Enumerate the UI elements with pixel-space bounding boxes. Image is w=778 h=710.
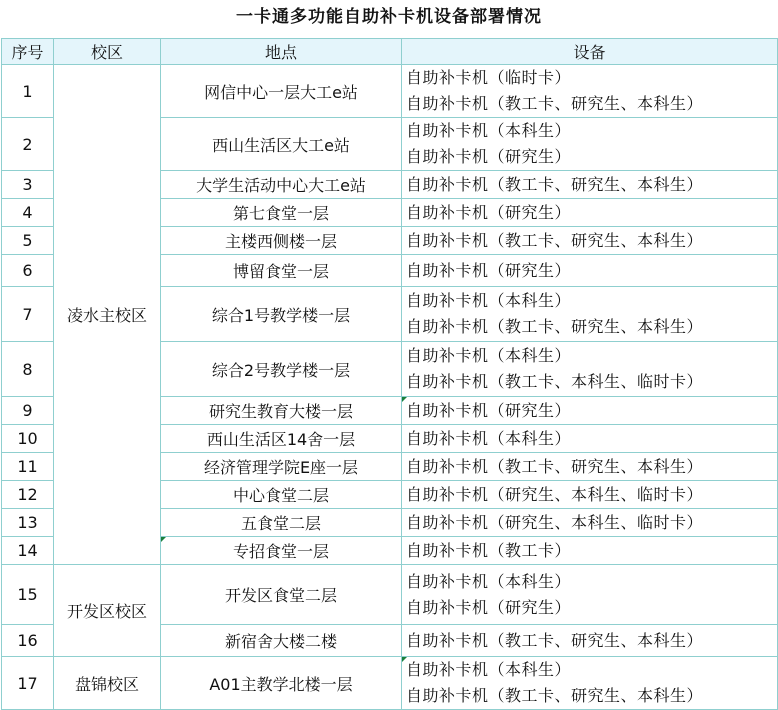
device-cell [402, 65, 778, 118]
device-entry: 自助补卡机（研究生） [406, 260, 572, 280]
row-number: 4 [2, 199, 54, 227]
row-number: 2 [2, 118, 54, 171]
header-no: 序号 [2, 39, 54, 65]
device-entry: 自助补卡机（教工卡、本科生、临时卡） [406, 372, 704, 391]
device-cell [402, 481, 778, 509]
location: 开发区食堂二层 [161, 565, 402, 625]
device-entry: 自助补卡机（教工卡） [406, 540, 572, 560]
location: 五食堂二层 [161, 509, 402, 537]
row-number: 17 [2, 657, 54, 710]
row-number: 16 [2, 625, 54, 657]
location: 第七食堂一层 [161, 199, 402, 227]
location: 经济管理学院E座一层 [161, 453, 402, 481]
table-row [2, 565, 778, 625]
row-number: 3 [2, 171, 54, 199]
device-entry: 自助补卡机（本科生） [406, 660, 572, 679]
header-location: 地点 [161, 39, 402, 65]
table-row [2, 657, 778, 710]
device-entry: 自助补卡机（本科生） [406, 428, 572, 448]
device-entry: 自助补卡机（研究生） [406, 147, 572, 166]
device-cell [402, 425, 778, 453]
device-cell [402, 397, 778, 425]
device-cell [402, 342, 778, 397]
row-number: 13 [2, 509, 54, 537]
location: 新宿舍大楼二楼 [161, 625, 402, 657]
location: 专招食堂一层 [161, 537, 402, 565]
device-cell [402, 118, 778, 171]
row-number: 5 [2, 227, 54, 255]
device-cell [402, 227, 778, 255]
location: 西山生活区14舍一层 [161, 425, 402, 453]
deployment-table [1, 38, 778, 710]
row-number: 1 [2, 65, 54, 118]
device-entry: 自助补卡机（教工卡、研究生、本科生） [406, 94, 704, 113]
device-entry: 自助补卡机（教工卡、研究生、本科生） [406, 456, 704, 476]
location: 研究生教育大楼一层 [161, 397, 402, 425]
row-number: 12 [2, 481, 54, 509]
device-cell [402, 255, 778, 287]
device-entry: 自助补卡机（教工卡、研究生、本科生） [406, 230, 704, 250]
device-cell [402, 657, 778, 710]
device-entry: 自助补卡机（研究生、本科生、临时卡） [406, 512, 704, 532]
device-cell [402, 453, 778, 481]
table-body [2, 65, 778, 710]
table-row [2, 65, 778, 118]
row-number: 14 [2, 537, 54, 565]
location: A01主教学北楼一层 [161, 657, 402, 710]
device-cell [402, 565, 778, 625]
device-cell [402, 199, 778, 227]
device-cell [402, 625, 778, 657]
location: 综合1号教学楼一层 [161, 287, 402, 342]
location: 主楼西侧楼一层 [161, 227, 402, 255]
device-entry: 自助补卡机（教工卡、研究生、本科生） [406, 174, 704, 194]
campus-name: 凌水主校区 [54, 65, 161, 565]
row-number: 11 [2, 453, 54, 481]
header-row [2, 39, 778, 65]
device-entry: 自助补卡机（本科生） [406, 291, 572, 310]
row-number: 6 [2, 255, 54, 287]
device-cell [402, 171, 778, 199]
page-title: 一卡通多功能自助补卡机设备部署情况 [236, 7, 542, 27]
device-entry: 自助补卡机（研究生） [406, 597, 572, 617]
device-cell [402, 287, 778, 342]
location: 大学生活动中心大工e站 [161, 171, 402, 199]
device-entry: 自助补卡机（临时卡） [406, 68, 572, 87]
device-entry: 自助补卡机（本科生） [406, 121, 572, 140]
location: 博留食堂一层 [161, 255, 402, 287]
header-campus: 校区 [54, 39, 161, 65]
row-number: 7 [2, 287, 54, 342]
device-cell [402, 509, 778, 537]
device-entry: 自助补卡机（本科生） [406, 571, 572, 591]
location: 中心食堂二层 [161, 481, 402, 509]
device-entry: 自助补卡机（教工卡、研究生、本科生） [406, 317, 704, 336]
device-entry: 自助补卡机（研究生、本科生、临时卡） [406, 484, 704, 504]
campus-name: 开发区校区 [54, 565, 161, 657]
row-number: 10 [2, 425, 54, 453]
row-number: 15 [2, 565, 54, 625]
row-number: 9 [2, 397, 54, 425]
device-entry: 自助补卡机（研究生） [406, 400, 572, 420]
device-entry: 自助补卡机（教工卡、研究生、本科生） [406, 630, 704, 650]
location: 西山生活区大工e站 [161, 118, 402, 171]
row-number: 8 [2, 342, 54, 397]
location: 综合2号教学楼一层 [161, 342, 402, 397]
device-entry: 自助补卡机（本科生） [406, 346, 572, 365]
campus-name: 盘锦校区 [54, 657, 161, 710]
device-entry: 自助补卡机（研究生） [406, 202, 572, 222]
header-device: 设备 [402, 39, 778, 65]
location: 网信中心一层大工e站 [161, 65, 402, 118]
device-cell [402, 537, 778, 565]
device-entry: 自助补卡机（教工卡、研究生、本科生） [406, 686, 704, 705]
